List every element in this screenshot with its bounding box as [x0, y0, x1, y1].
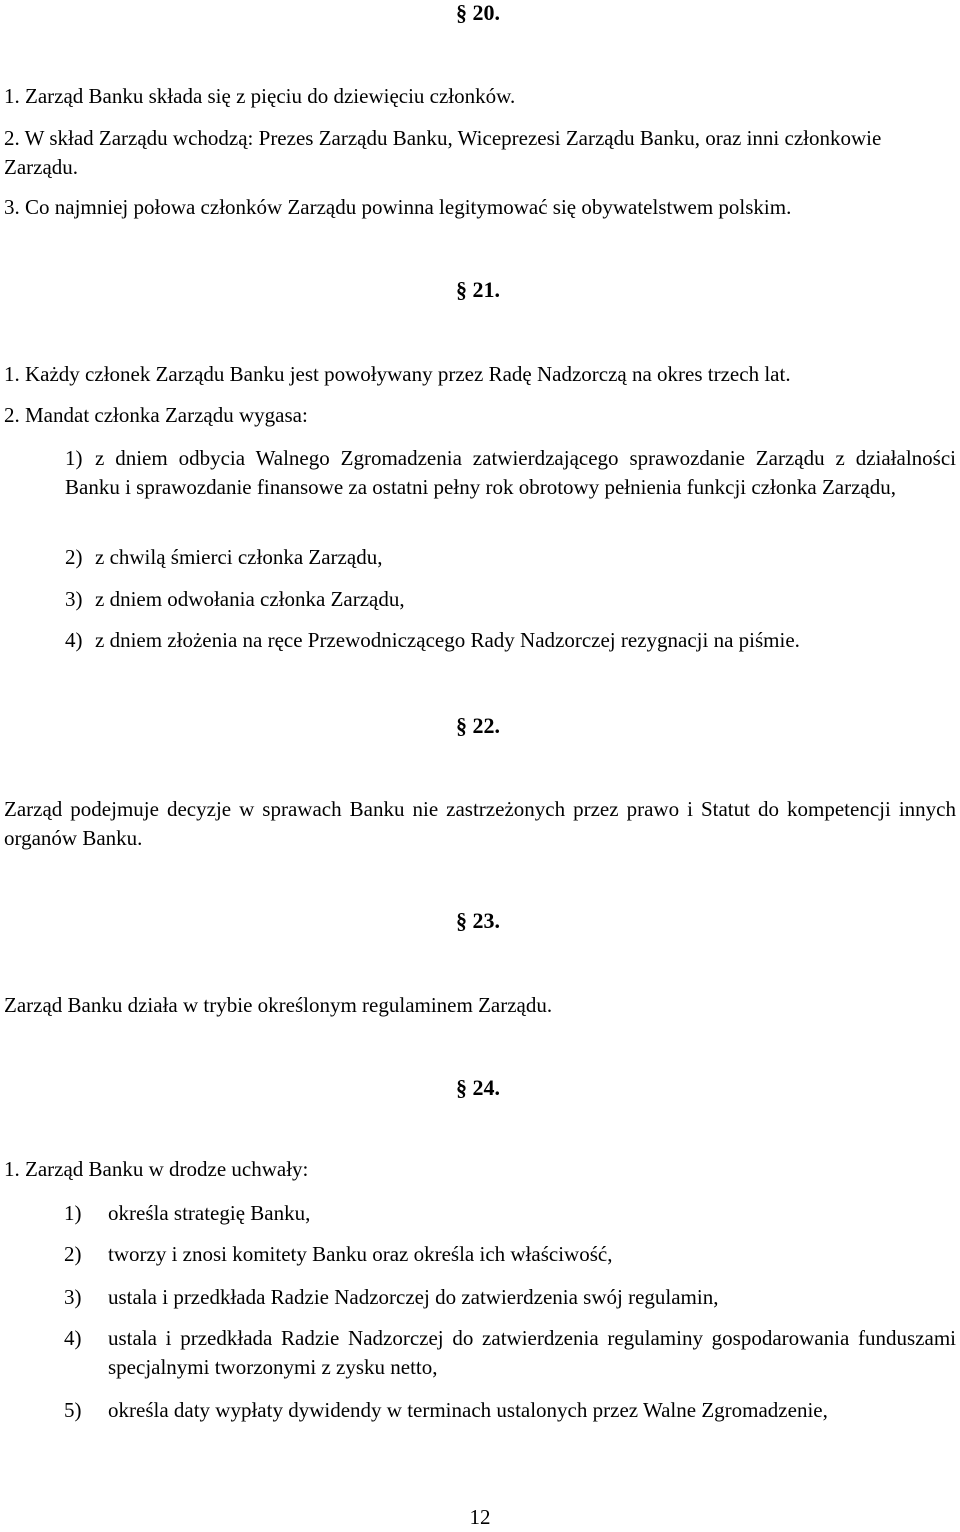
- section-24-subitem-5: [64, 1396, 956, 1425]
- section-20-item-1: [4, 82, 956, 111]
- item-text: Co najmniej połowa członków Zarządu powinna legitymować się obywatelstwem polskim.: [25, 195, 792, 219]
- section-21-item-2: [4, 401, 956, 430]
- item-text: Mandat członka Zarządu wygasa:: [25, 403, 308, 427]
- section-22-text: Zarząd podejmuje decyzje w sprawach Banku nie zastrzeżonych przez prawo i Statut do kompetencji innych organów Banku.: [4, 797, 956, 850]
- item-text: Zarząd Banku składa się z pięciu do dziewięciu członków.: [25, 84, 516, 108]
- item-text: W skład Zarządu wchodzą: Prezes Zarządu Banku, Wiceprezesi Zarządu Banku, oraz inni członkowie Zarządu.: [4, 126, 882, 179]
- section-20-item-3: [4, 193, 956, 222]
- section-21-subitem-4: [65, 626, 956, 655]
- item-number: 2.: [4, 126, 20, 150]
- item-number: 1.: [4, 84, 20, 108]
- item-number: 1.: [4, 362, 20, 386]
- subitem-text: tworzy i znosi komitety Banku oraz określa ich właściwość,: [108, 1242, 613, 1266]
- subitem-number: 1): [64, 1201, 82, 1225]
- subitem-text: określa strategię Banku,: [108, 1201, 311, 1225]
- section-21-subitem-3: [65, 585, 956, 614]
- subitem-text: ustala i przedkłada Radzie Nadzorczej do zatwierdzenia regulaminy gospodarowania funduszami specjalnymi tworzonymi z zysku netto,: [108, 1326, 956, 1379]
- section-23-text: Zarząd Banku działa w trybie określonym regulaminem Zarządu.: [4, 993, 553, 1017]
- page-number: 12: [469, 1505, 491, 1529]
- subitem-text: z dniem odbycia Walnego Zgromadzenia zatwierdzającego sprawozdanie Zarządu z działalności Banku i sprawozdanie finansowe za ostatni pełny rok obrotowy pełnienia funkcji członka Zarządu,: [65, 446, 956, 499]
- subitem-number: 1): [65, 446, 83, 470]
- item-number: 3.: [4, 195, 20, 219]
- section-21-subitem-1: [65, 444, 956, 502]
- section-20-item-2: [4, 124, 956, 182]
- item-text: Każdy członek Zarządu Banku jest powoływany przez Radę Nadzorczą na okres trzech lat.: [25, 362, 791, 386]
- section-24-item-1: [4, 1155, 956, 1184]
- subitem-text: określa daty wypłaty dywidendy w terminach ustalonych przez Walne Zgromadzenie,: [108, 1398, 828, 1422]
- subitem-number: 3): [65, 587, 83, 611]
- section-24-subitem-1: [64, 1199, 956, 1228]
- section-23-heading: § 23.: [456, 908, 500, 933]
- subitem-text: z dniem odwołania członka Zarządu,: [95, 587, 405, 611]
- subitem-text: ustala i przedkłada Radzie Nadzorczej do zatwierdzenia swój regulamin,: [108, 1285, 719, 1309]
- section-21-subitem-2: [65, 543, 956, 572]
- section-22-heading: § 22.: [456, 713, 500, 738]
- section-24-heading: § 24.: [456, 1075, 500, 1100]
- subitem-number: 4): [65, 628, 83, 652]
- section-20-heading: § 20.: [456, 0, 500, 25]
- subitem-number: 2): [64, 1242, 82, 1266]
- section-21-heading: § 21.: [456, 277, 500, 302]
- subitem-number: 4): [64, 1326, 82, 1350]
- section-21-item-1: [4, 360, 956, 389]
- subitem-text: z chwilą śmierci członka Zarządu,: [95, 545, 383, 569]
- section-24-subitem-4: [64, 1324, 956, 1382]
- item-number: 1.: [4, 1157, 20, 1181]
- section-24-subitem-2: [64, 1240, 956, 1269]
- section-24-subitem-3: [64, 1283, 956, 1312]
- item-number: 2.: [4, 403, 20, 427]
- subitem-text: z dniem złożenia na ręce Przewodniczącego Rady Nadzorczej rezygnacji na piśmie.: [95, 628, 800, 652]
- item-text: Zarząd Banku w drodze uchwały:: [25, 1157, 309, 1181]
- subitem-number: 2): [65, 545, 83, 569]
- subitem-number: 5): [64, 1398, 82, 1422]
- subitem-number: 3): [64, 1285, 82, 1309]
